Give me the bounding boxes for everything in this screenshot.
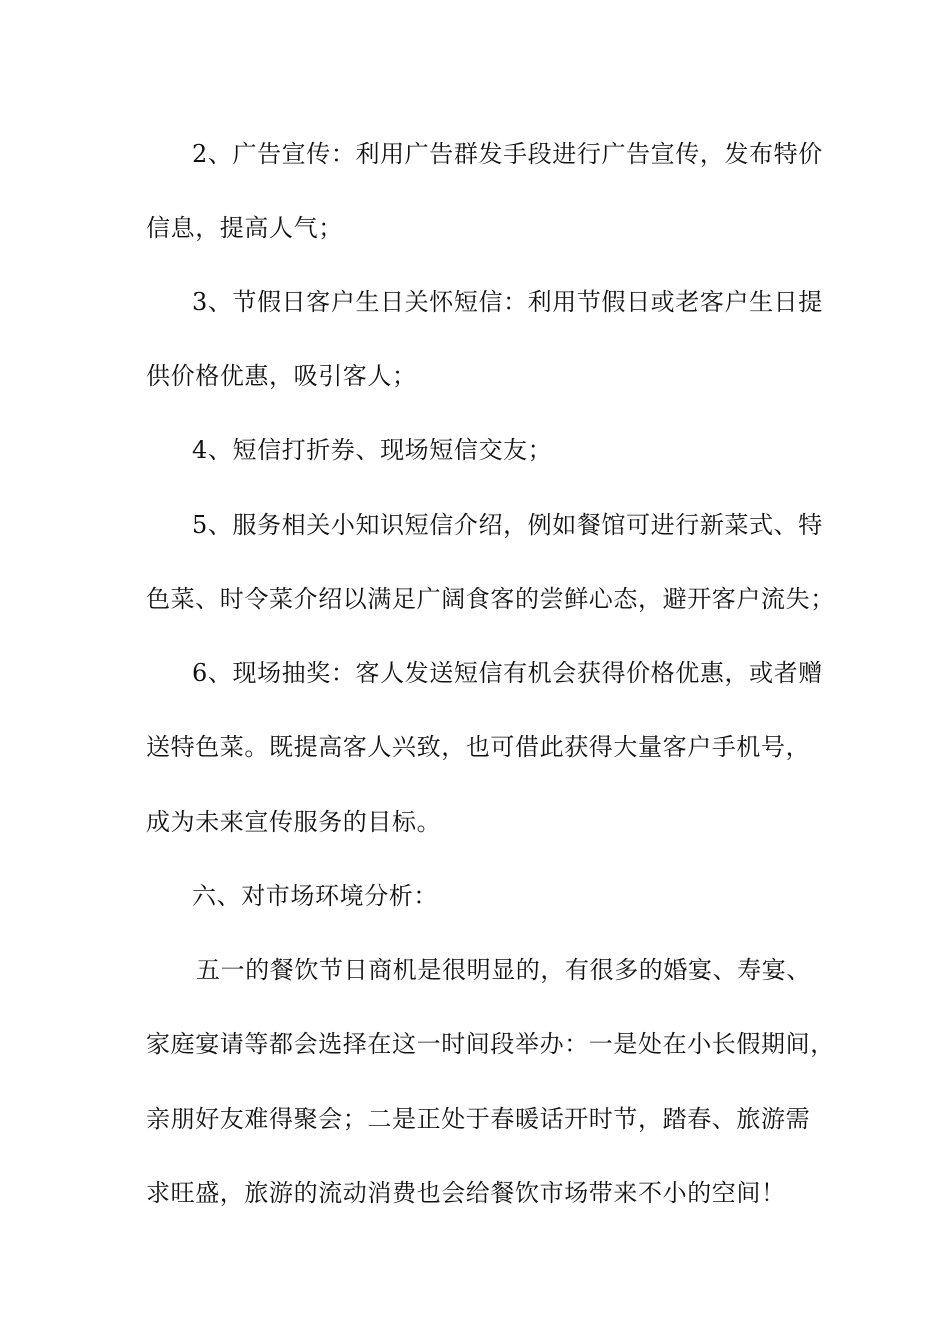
market-paragraph-line-2: 家庭宴请等都会选择在这一时间段举办：一是处在小长假期间，: [146, 1030, 835, 1058]
paragraph-2-line-2: 信息，提高人气；: [146, 214, 343, 242]
paragraph-5-line-1: 5、服务相关小知识短信介绍，例如餐馆可进行新菜式、特: [192, 511, 823, 539]
paragraph-6-line-3: 成为未来宣传服务的目标。: [146, 808, 442, 836]
paragraph-5-line-2: 色菜、时令菜介绍以满足广阔食客的尝鲜心态，避开客户流失；: [146, 585, 835, 613]
market-paragraph-line-1: 五一的餐饮节日商机是很明显的，有很多的婚宴、寿宴、: [196, 956, 811, 984]
market-paragraph-line-3: 亲朋好友难得聚会；二是正处于春暖话开时节，踏春、旅游需: [146, 1105, 811, 1133]
section-heading: 六、对市场环境分析：: [192, 882, 438, 910]
paragraph-3-line-1: 3、节假日客户生日关怀短信：利用节假日或老客户生日提: [192, 288, 823, 316]
paragraph-6-line-2: 送特色菜。既提高客人兴致，也可借此获得大量客户手机号，: [146, 733, 811, 761]
market-paragraph-line-4: 求旺盛，旅游的流动消费也会给餐饮市场带来不小的空间！: [146, 1179, 786, 1207]
paragraph-4-line-1: 4、短信打折券、现场短信交友；: [192, 436, 553, 464]
paragraph-6-line-1: 6、现场抽奖：客人发送短信有机会获得价格优惠，或者赠: [192, 659, 823, 687]
paragraph-2-line-1: 2、广告宣传：利用广告群发手段进行广告宣传，发布特价: [192, 140, 823, 168]
paragraph-3-line-2: 供价格优惠，吸引客人；: [146, 362, 417, 390]
